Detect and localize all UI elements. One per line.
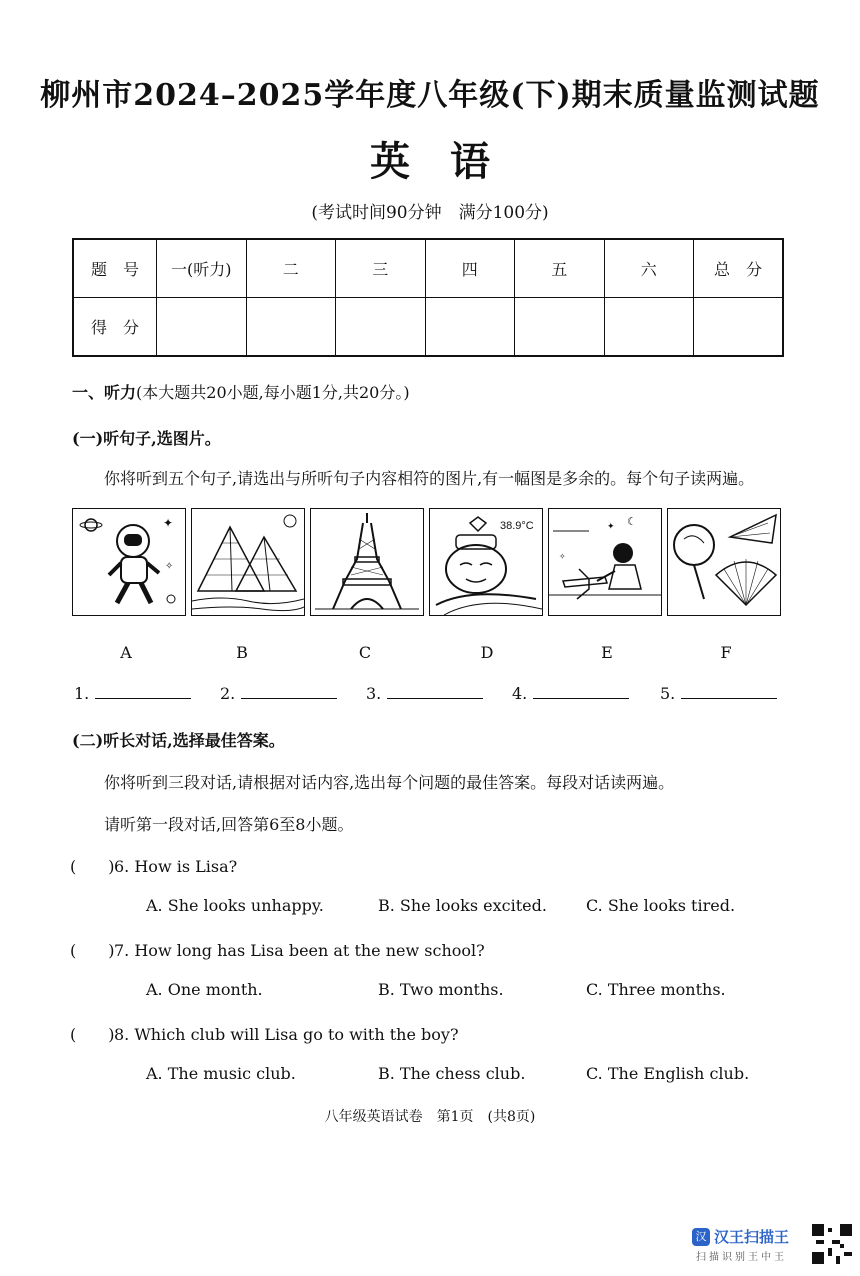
part2-instruction: 你将听到三段对话,请根据对话内容,选出每个问题的最佳答案。每段对话读两遍。 [104,773,675,792]
score-cell: 五 [515,239,605,298]
watermark-logo-icon: 汉 [692,1228,710,1246]
section-heading-text: 一、听力 [72,383,137,402]
picture-b [191,508,305,616]
score-input-cell[interactable] [515,298,605,357]
score-input-cell[interactable] [425,298,515,357]
answer-paren[interactable]: ( ) [70,1025,115,1044]
question-text: 6. How is Lisa? [114,857,238,876]
answer-blank-3[interactable] [366,684,483,703]
eiffel-tower-icon [311,509,423,615]
svg-text:✦: ✦ [607,522,615,532]
exam-subject: 英语 [370,138,530,185]
blank-line[interactable] [95,684,191,699]
svg-text:✧: ✧ [559,552,566,561]
picture-c [310,508,424,616]
part2-sub-instruction: 请听第一段对话,回答第6至8小题。 [104,815,354,834]
answer-paren[interactable]: ( ) [70,941,115,960]
blank-number: 5. [660,684,676,703]
score-cell: 二 [246,239,336,298]
score-cell: 四 [425,239,515,298]
score-input-cell[interactable] [246,298,336,357]
blank-line[interactable] [241,684,337,699]
question-8 [70,1022,459,1045]
option-b: B. Two months. [378,980,504,999]
svg-text:✧: ✧ [165,561,174,572]
part2-heading: (二)听长对话,选择最佳答案。 [72,731,285,750]
section-heading-note: (本大题共20小题,每小题1分,共20分。) [136,383,410,402]
qr-code-icon [812,1224,852,1264]
answer-blank-5[interactable] [660,684,777,703]
blank-line[interactable] [681,684,777,699]
blank-line[interactable] [387,684,483,699]
score-input-cell[interactable] [336,298,426,357]
blank-number: 4. [512,684,528,703]
picture-d [429,508,543,616]
answer-blank-2[interactable] [220,684,337,703]
option-b: B. She looks excited. [378,896,547,915]
score-cell: 三 [336,239,426,298]
score-cell: 题 号 [73,239,157,298]
part1-heading: (一)听句子,选图片。 [72,429,221,448]
picture-letter: D [480,643,494,662]
answer-paren[interactable]: ( ) [70,857,115,876]
option-b: B. The chess club. [378,1064,526,1083]
score-row-label: 得 分 [73,298,157,357]
fans-icon [668,509,780,615]
option-c: C. The English club. [586,1064,750,1083]
score-input-cell[interactable] [157,298,247,357]
picture-letter: B [236,643,248,662]
option-a: A. The music club. [146,1064,296,1083]
picture-a [72,508,186,616]
section-listening-heading [72,380,410,403]
exam-title: 柳州市2024–2025学年度八年级(下)期末质量监测试题 [40,78,820,113]
score-cell: 总 分 [694,239,784,298]
answer-blank-1[interactable] [74,684,191,703]
question-text: 7. How long has Lisa been at the new school? [114,941,485,960]
question-6 [70,854,237,877]
fever-temperature: 38.9°C [500,520,534,532]
answer-blank-4[interactable] [512,684,629,703]
blank-number: 2. [220,684,236,703]
page-footer: 八年级英语试卷 第1页 (共8页) [324,1109,536,1125]
picture-letter: C [358,643,372,662]
option-c: C. She looks tired. [586,896,736,915]
picture-e [548,508,662,616]
svg-text:☾: ☾ [627,515,637,528]
scanner-watermark [692,1224,852,1266]
part1-instruction: 你将听到五个句子,请选出与所听句子内容相符的图片,有一幅图是多余的。每个句子读两遍。 [104,469,755,488]
question-7 [70,938,485,961]
question-text: 8. Which club will Lisa go to with the boy? [114,1025,459,1044]
picture-letter: A [120,643,132,662]
pyramids-icon [192,509,304,615]
watermark-subtitle: 扫描识别王中王 [696,1252,787,1263]
score-cell: 一(听力) [157,239,247,298]
picture-f [667,508,781,616]
watermark-name: 汉王扫描王 [714,1228,790,1246]
option-a: A. She looks unhappy. [146,896,324,915]
astronaut-icon [73,509,185,615]
exam-meta: (考试时间90分钟 满分100分) [311,203,549,223]
score-input-cell[interactable] [604,298,694,357]
picture-letter: E [601,643,613,662]
blank-line[interactable] [533,684,629,699]
picture-letter: F [720,643,732,662]
score-table-header-row [73,239,783,298]
option-c: C. Three months. [586,980,726,999]
picture-row [72,508,784,618]
option-a: A. One month. [146,980,263,999]
score-cell: 六 [604,239,694,298]
blank-number: 3. [366,684,382,703]
svg-text:✦: ✦ [163,516,174,530]
fever-girl-icon [430,509,542,615]
score-table-score-row [73,298,783,357]
blank-number: 1. [74,684,90,703]
score-input-cell[interactable] [694,298,784,357]
boy-model-plane-icon [549,509,661,615]
score-table [72,238,784,357]
